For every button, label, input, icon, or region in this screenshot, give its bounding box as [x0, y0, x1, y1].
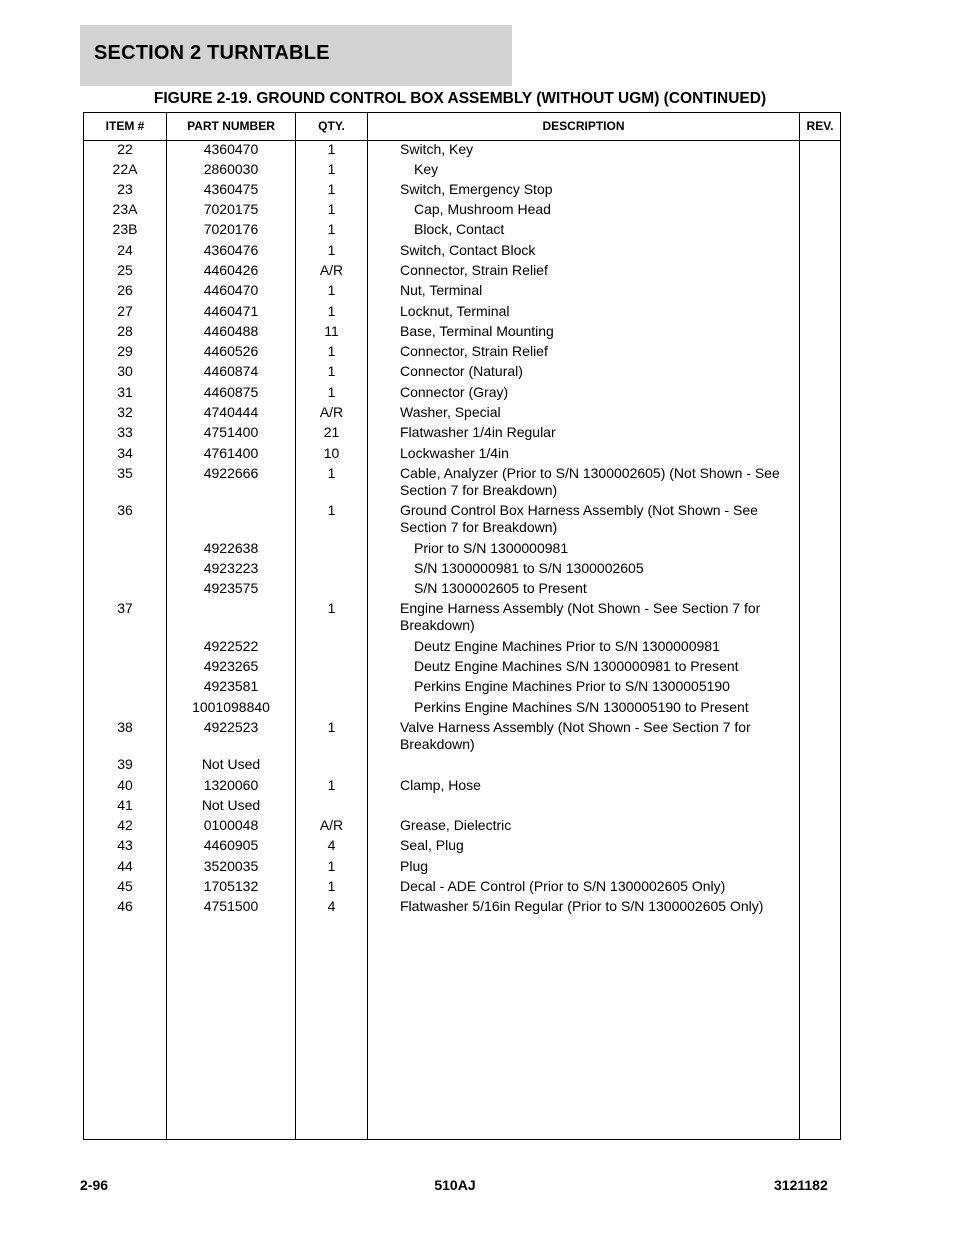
item-number: 40 [117, 777, 133, 793]
item-number: 41 [117, 797, 133, 813]
part-number: 4360476 [203, 242, 259, 258]
part-number: 4923581 [203, 678, 259, 694]
part-number: 1320060 [203, 777, 259, 793]
description: Clamp, Hose [400, 777, 481, 793]
description: S/N 1300002605 to Present [414, 580, 587, 596]
item-number: 28 [117, 323, 133, 339]
part-number: 1001098840 [192, 699, 270, 715]
page-number: 2-96 [80, 1177, 109, 1193]
description: Nut, Terminal [400, 282, 483, 298]
quantity: A/R [319, 404, 344, 420]
part-number: 4460426 [203, 262, 259, 278]
parts-table [83, 112, 841, 1140]
item-number: 23 [117, 181, 133, 197]
description: Cable, Analyzer (Prior to S/N 1300002605) (Not Shown - See Section 7 for Breakdown) [400, 465, 780, 498]
description: Deutz Engine Machines Prior to S/N 1300000981 [414, 638, 720, 654]
item-number: 23A [112, 201, 138, 217]
part-number: 4360470 [203, 141, 259, 157]
part-number: 4460526 [203, 343, 259, 359]
column-divider [367, 113, 368, 1139]
description: Deutz Engine Machines S/N 1300000981 to Present [414, 658, 739, 674]
item-number: 45 [117, 878, 133, 894]
item-number: 25 [117, 262, 133, 278]
part-number: 0100048 [203, 817, 259, 833]
quantity: 1 [327, 201, 336, 217]
item-number: 33 [117, 424, 133, 440]
item-number: 29 [117, 343, 133, 359]
part-number: 4460874 [203, 363, 259, 379]
part-number: 2860030 [203, 161, 259, 177]
quantity: 1 [327, 858, 336, 874]
item-number: 38 [117, 719, 133, 735]
part-number: 4751500 [203, 898, 259, 914]
part-number: 4923265 [203, 658, 259, 674]
description: Switch, Contact Block [400, 242, 536, 258]
section-banner [80, 25, 512, 86]
item-number: 44 [117, 858, 133, 874]
item-number: 35 [117, 465, 133, 481]
section-title: SECTION 2 TURNTABLE [94, 42, 330, 64]
part-number: 4922638 [203, 540, 259, 556]
part-number: 4751400 [203, 424, 259, 440]
part-number: 4460471 [203, 303, 259, 319]
part-number: Not Used [201, 797, 261, 813]
description: Plug [400, 858, 429, 874]
header-item: ITEM # [105, 119, 145, 133]
quantity: 10 [323, 445, 340, 461]
part-number: 4460470 [203, 282, 259, 298]
quantity: 1 [327, 777, 336, 793]
item-number: 27 [117, 303, 133, 319]
item-number: 31 [117, 384, 133, 400]
description: Washer, Special [400, 404, 501, 420]
quantity: 1 [327, 465, 336, 481]
item-number: 39 [117, 756, 133, 772]
description: Perkins Engine Machines Prior to S/N 1300005190 [414, 678, 730, 694]
description: Perkins Engine Machines S/N 1300005190 to Present [414, 699, 749, 715]
item-number: 34 [117, 445, 133, 461]
header-qty: QTY. [318, 119, 345, 133]
part-number: 4922522 [203, 638, 259, 654]
description: Connector (Natural) [400, 363, 523, 379]
header-rev: REV. [806, 119, 834, 133]
description: S/N 1300000981 to S/N 1300002605 [414, 560, 644, 576]
quantity: 1 [327, 719, 336, 735]
item-number: 36 [117, 502, 133, 518]
description: Valve Harness Assembly (Not Shown - See Section 7 for Breakdown) [400, 719, 751, 752]
description: Base, Terminal Mounting [400, 323, 554, 339]
description: Prior to S/N 1300000981 [414, 540, 569, 556]
column-divider [799, 113, 800, 1139]
part-number: 4923575 [203, 580, 259, 596]
description: Block, Contact [414, 221, 505, 237]
quantity: 1 [327, 161, 336, 177]
description: Switch, Key [400, 141, 474, 157]
description: Switch, Emergency Stop [400, 181, 553, 197]
item-number: 30 [117, 363, 133, 379]
description: Connector, Strain Relief [400, 262, 548, 278]
quantity: 1 [327, 242, 336, 258]
item-number: 46 [117, 898, 133, 914]
description: Connector (Gray) [400, 384, 509, 400]
part-number: 1705132 [203, 878, 259, 894]
item-number: 22A [112, 161, 138, 177]
item-number: 26 [117, 282, 133, 298]
description: Seal, Plug [400, 837, 464, 853]
part-number: 4460875 [203, 384, 259, 400]
part-number: 3520035 [203, 858, 259, 874]
item-number: 23B [112, 221, 138, 237]
quantity: 1 [327, 600, 336, 616]
part-number: 4740444 [203, 404, 259, 420]
quantity: 1 [327, 502, 336, 518]
part-number: 4360475 [203, 181, 259, 197]
item-number: 43 [117, 837, 133, 853]
part-number: Not Used [201, 756, 261, 772]
description: Grease, Dielectric [400, 817, 512, 833]
part-number: 4460905 [203, 837, 259, 853]
quantity: 1 [327, 384, 336, 400]
quantity: 4 [327, 837, 336, 853]
part-number: 7020176 [203, 221, 259, 237]
quantity: 1 [327, 343, 336, 359]
item-number: 32 [117, 404, 133, 420]
item-number: 37 [117, 600, 133, 616]
part-number: 4922523 [203, 719, 259, 735]
description: Locknut, Terminal [400, 303, 510, 319]
quantity: 21 [323, 424, 340, 440]
quantity: 1 [327, 303, 336, 319]
header-description: DESCRIPTION [542, 119, 625, 133]
description: Ground Control Box Harness Assembly (Not Shown - See Section 7 for Breakdown) [400, 502, 758, 535]
quantity: 1 [327, 221, 336, 237]
description: Cap, Mushroom Head [414, 201, 551, 217]
model-name: 510AJ [434, 1177, 476, 1193]
quantity: 1 [327, 141, 336, 157]
quantity: 1 [327, 363, 336, 379]
quantity: 11 [324, 323, 339, 339]
quantity: A/R [319, 817, 344, 833]
document-number: 3121182 [774, 1177, 828, 1193]
quantity: 1 [327, 282, 336, 298]
description: Engine Harness Assembly (Not Shown - See Section 7 for Breakdown) [400, 600, 761, 633]
figure-title: FIGURE 2-19. GROUND CONTROL BOX ASSEMBLY (WITHOUT UGM) (CONTINUED) [153, 90, 767, 107]
quantity: A/R [319, 262, 344, 278]
quantity: 4 [327, 898, 336, 914]
part-number: 4922666 [203, 465, 259, 481]
item-number: 42 [117, 817, 133, 833]
description: Flatwasher 1/4in Regular [400, 424, 556, 440]
description: Lockwasher 1/4in [400, 445, 509, 461]
part-number: 4460488 [203, 323, 259, 339]
part-number: 4923223 [203, 560, 259, 576]
part-number: 7020175 [203, 201, 259, 217]
item-number: 24 [117, 242, 133, 258]
description: Connector, Strain Relief [400, 343, 548, 359]
quantity: 1 [327, 181, 336, 197]
description: Decal - ADE Control (Prior to S/N 1300002605 Only) [400, 878, 726, 894]
description: Key [414, 161, 439, 177]
item-number: 22 [117, 141, 133, 157]
part-number: 4761400 [203, 445, 259, 461]
quantity: 1 [327, 878, 336, 894]
header-part-number: PART NUMBER [187, 119, 275, 133]
description: Flatwasher 5/16in Regular (Prior to S/N 1300002605 Only) [400, 898, 764, 914]
